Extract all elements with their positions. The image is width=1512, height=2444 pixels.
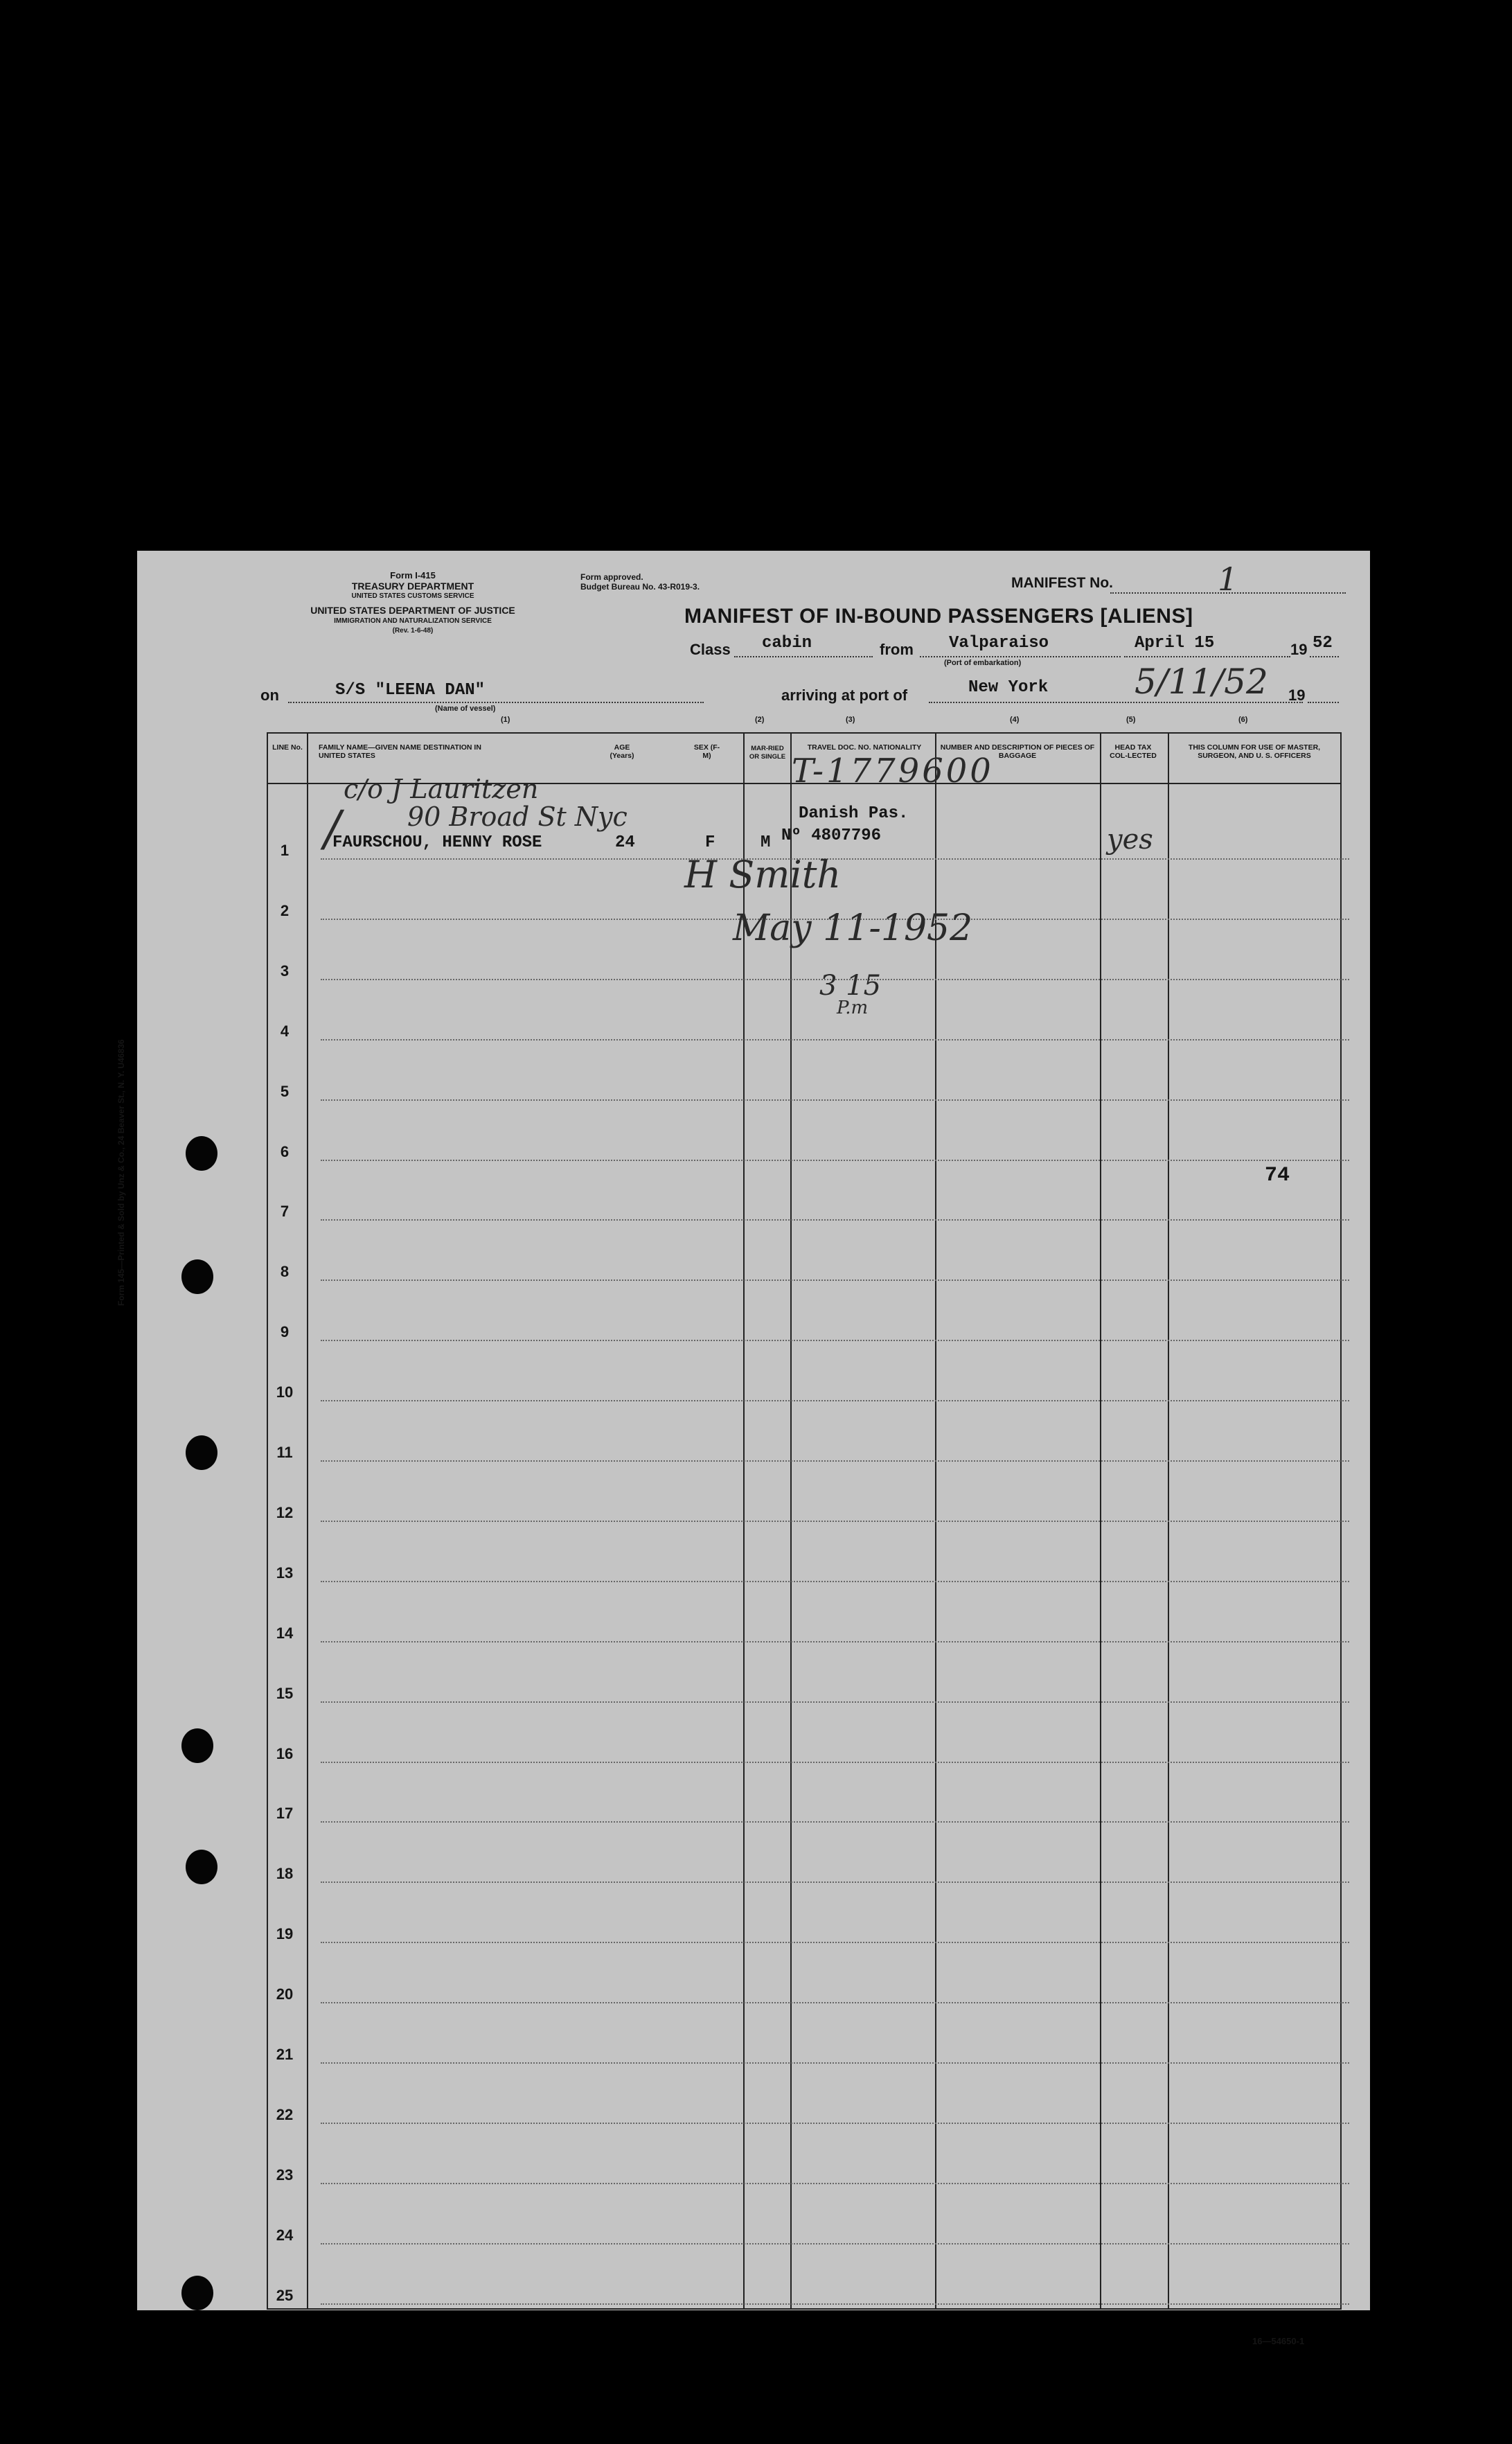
line-number: 2 <box>280 901 290 919</box>
travel-doc-number: Nº 4807796 <box>781 826 882 845</box>
col-number: (2) <box>755 716 765 724</box>
passenger-name: FAURSCHOU, HENNY ROSE <box>332 833 542 852</box>
row-rule <box>321 2123 1349 2124</box>
line-number: 9 <box>280 1323 290 1341</box>
line-number: 17 <box>276 1805 294 1823</box>
row-rule <box>321 1039 1349 1041</box>
officer-signature: H Smith <box>684 853 842 896</box>
passenger-age: 24 <box>615 833 635 852</box>
punch-hole <box>186 1435 217 1470</box>
inspection-time: 3 15 <box>819 970 882 1002</box>
line-number: 12 <box>276 1503 294 1521</box>
row-rule <box>321 1099 1349 1101</box>
line-number: 20 <box>276 1985 294 2003</box>
line-number: 6 <box>280 1142 290 1160</box>
row-rule <box>321 2002 1349 2003</box>
col-number: (6) <box>1238 716 1248 724</box>
col-age-header: AGE (Years) <box>610 743 634 760</box>
customs-service: UNITED STATES CUSTOMS SERVICE <box>351 592 474 600</box>
line-number: 15 <box>276 1684 294 1702</box>
page-title: MANIFEST OF IN-BOUND PASSENGERS [ALIENS] <box>684 605 1193 628</box>
travel-doc-type: Danish Pas. <box>799 804 909 823</box>
row-rule <box>321 1340 1349 1341</box>
line-number: 23 <box>276 2166 294 2184</box>
col-baggage-header: NUMBER AND DESCRIPTION OF PIECES OF BAGGAGE <box>940 743 1095 760</box>
arrival-port: New York <box>968 678 1049 697</box>
line-number: 16 <box>276 1744 294 1762</box>
line-number: 5 <box>280 1082 290 1100</box>
manifest-label: MANIFEST No. <box>1011 575 1113 591</box>
line-number: 10 <box>276 1383 294 1401</box>
row-rule <box>321 1219 1349 1221</box>
form-approved: Form approved. <box>580 572 643 582</box>
ins-line: IMMIGRATION AND NATURALIZATION SERVICE <box>334 617 492 625</box>
row-rule <box>321 1881 1349 1883</box>
officer-mark: 74 <box>1265 1164 1290 1187</box>
row-rule <box>321 1279 1349 1281</box>
inspection-time-pm: P.m <box>837 998 869 1018</box>
punch-hole <box>181 1259 213 1294</box>
line-number: 21 <box>276 2046 294 2063</box>
punch-hole <box>186 1850 217 1884</box>
row-rule <box>321 1521 1349 1522</box>
departure-date: April 15 <box>1135 634 1215 653</box>
manifest-number: 1 <box>1218 560 1238 598</box>
line-number: 11 <box>276 1444 293 1461</box>
year-value: 52 <box>1313 634 1333 653</box>
class-label: Class <box>690 641 731 658</box>
on-label: on <box>260 687 279 704</box>
col-number: (3) <box>846 716 855 724</box>
treasury-dept: TREASURY DEPARTMENT <box>351 581 474 592</box>
col-married-header: MAR-RIED OR SINGLE <box>749 745 786 761</box>
row-rule <box>321 1400 1349 1401</box>
destination-handwritten-2: 90 Broad St Nyc <box>407 802 628 832</box>
row-rule <box>321 1821 1349 1823</box>
row-rule <box>321 2183 1349 2184</box>
row-rule <box>321 1762 1349 1763</box>
line-number: 13 <box>276 1564 294 1582</box>
budget-bureau: Budget Bureau No. 43-R019-3. <box>580 582 700 592</box>
col-number: (1) <box>501 716 510 724</box>
arrival-year-prefix: 19 <box>1288 687 1306 704</box>
row-rule <box>321 1701 1349 1703</box>
line-number: 19 <box>276 1925 294 1943</box>
row-rule <box>321 1641 1349 1642</box>
row-rule <box>321 2062 1349 2064</box>
col-sex-header: SEX (F-M) <box>693 743 720 760</box>
arriving-label: arriving at port of <box>781 687 908 704</box>
embark-caption: (Port of embarkation) <box>944 659 1022 667</box>
line-number: 22 <box>276 2105 294 2123</box>
vessel-caption: (Name of vessel) <box>435 705 496 713</box>
head-tax-value: yes <box>1107 824 1153 856</box>
row-rule <box>321 1581 1349 1582</box>
justice-dept: UNITED STATES DEPARTMENT OF JUSTICE <box>310 605 515 616</box>
line-number: 3 <box>280 962 290 980</box>
vessel-name: S/S "LEENA DAN" <box>335 681 486 700</box>
from-label: from <box>880 641 914 658</box>
form-number: Form I-415 <box>390 570 436 581</box>
manifest-page <box>116 551 1370 2346</box>
col-number: (5) <box>1126 716 1136 724</box>
row-rule <box>321 2303 1349 2305</box>
embark-port: Valparaiso <box>949 634 1049 653</box>
inspection-date: May 11-1952 <box>733 907 973 949</box>
line-number: 7 <box>280 1203 290 1221</box>
revision: (Rev. 1-6-48) <box>392 627 434 635</box>
line-number: 25 <box>276 2286 294 2304</box>
passenger-married: M <box>761 833 771 852</box>
destination-handwritten-1: c/o J Lauritzen <box>344 774 539 804</box>
col-line-header: LINE No. <box>272 743 303 752</box>
col-tax-header: HEAD TAX COL-LECTED <box>1110 743 1157 760</box>
punch-hole <box>186 1136 217 1171</box>
line-number: 18 <box>276 1865 294 1883</box>
arrival-date-handwritten: 5/11/52 <box>1135 662 1268 702</box>
class-value: cabin <box>762 634 812 653</box>
punch-hole <box>181 2276 213 2310</box>
row-rule <box>321 1460 1349 1462</box>
line-number: 24 <box>276 2226 294 2244</box>
line-number: 14 <box>276 1624 294 1642</box>
side-imprint: Form 145—Printed & Sold by Unz & Co., 24 Beaver St., N. Y. U46836 <box>116 1039 126 1306</box>
col-travel-header: TRAVEL DOC. NO. NATIONALITY <box>807 743 922 752</box>
col-officers-header: THIS COLUMN FOR USE OF MASTER, SURGEON, AND U. S. OFFICERS <box>1188 743 1321 760</box>
year-prefix: 19 <box>1290 641 1308 658</box>
line-number: 4 <box>280 1022 290 1040</box>
row-rule <box>321 1942 1349 1943</box>
row-rule <box>321 2243 1349 2244</box>
punch-hole <box>181 1728 213 1763</box>
line-number: 8 <box>280 1263 290 1281</box>
line-number: 1 <box>280 842 290 859</box>
passenger-sex: F <box>705 833 715 852</box>
row-rule <box>321 1160 1349 1161</box>
footer-code: 16—54650-1 <box>1252 2336 1305 2346</box>
checkmark: / <box>324 800 341 857</box>
travel-doc-handwritten: T-1779600 <box>792 752 994 790</box>
col-name-header: FAMILY NAME—GIVEN NAME DESTINATION IN UNITED STATES <box>319 743 481 760</box>
col-number: (4) <box>1010 716 1020 724</box>
